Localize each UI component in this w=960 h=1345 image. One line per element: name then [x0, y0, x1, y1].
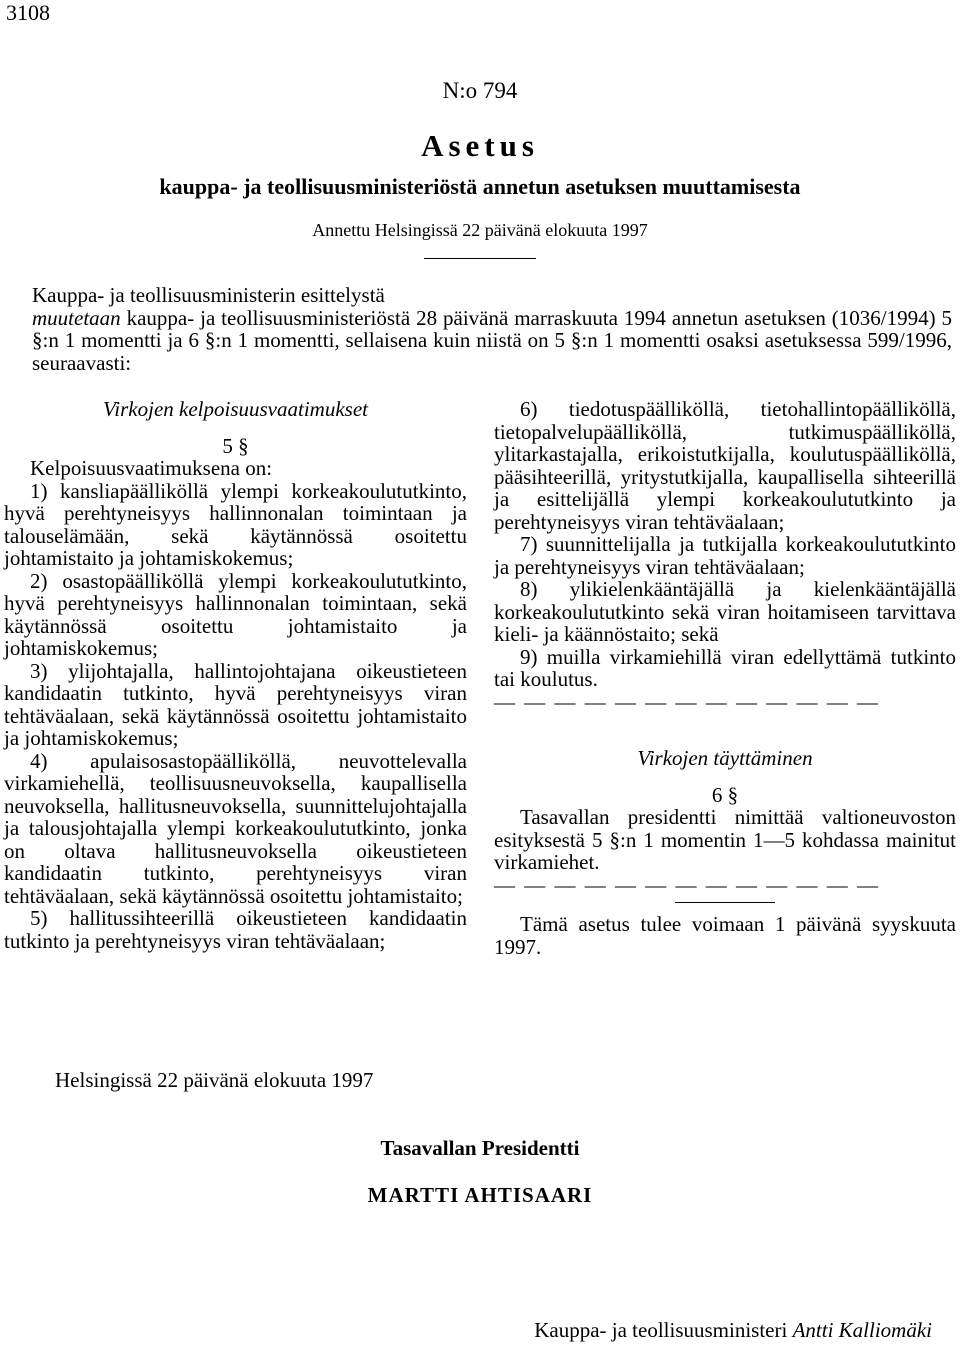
- divider: [675, 902, 775, 903]
- effective-date-text: Tämä asetus tulee voimaan 1 päivänä syyskuuta 1997.: [494, 912, 956, 959]
- place-date: Helsingissä 22 päivänä elokuuta 1997: [55, 1068, 374, 1092]
- page-number: 3108: [6, 0, 50, 25]
- minister-signature: [534, 1318, 932, 1343]
- section-intro: Kelpoisuusvaatimuksena on:: [30, 456, 273, 480]
- document-type: Asetus: [421, 128, 539, 163]
- preamble-presenter: Kauppa- ja teollisuusministerin esittelystä: [32, 283, 385, 307]
- preamble: [32, 284, 952, 374]
- preamble-body: kauppa- ja teollisuusministeriöstä 28 päivänä marraskuuta 1994 annetun asetuksen (1036/1994) 5 §:n 1 momentti ja 6 §:n 1 momentti, sellaisena kuin niistä on 5 §:n 1 momentti osaksi asetuksessa 599/1996, seuraavasti:: [32, 305, 952, 375]
- list-item: 2) osastopäälliköllä ylempi korkeakoulututkinto, hyvä perehtyneisyys hallinnonalan toimintaan, sekä käytännössä osoitettu johtamistaito ja johtamiskokemus;: [4, 568, 467, 660]
- minister-title: Kauppa- ja teollisuusministeri: [534, 1318, 788, 1342]
- list-item: 1) kansliapäälliköllä ylempi korkeakoulututkinto, hyvä perehtyneisyys hallinnonalan toimintaan ja talouselämään, sekä käytännössä osoitettu johtamistaito ja johtamiskokemus;: [4, 478, 467, 570]
- preamble-text: [32, 307, 952, 375]
- section-number-6: 6 §: [711, 782, 739, 807]
- section-number-5: 5 §: [222, 433, 249, 458]
- omission-dashes: — — — — — — — — — — — — —: [494, 689, 880, 714]
- list-item: 3) ylijohtajalla, hallintojohtajana oikeustieteen kandidaatin tutkinto, hyvä perehtyneisyys viran tehtäväalaan, sekä käytännössä osoitettu johtamistaito ja johtamiskokemus;: [4, 658, 467, 750]
- list-item: 4) apulaisosastopäälliköllä, neuvottelevalla virkamiehellä, teollisuusneuvoksella, kaupallisella neuvoksella, hallitusneuvoksella, suunnittelujohtajalla ja talousjohtajalla ylempi korkeakoulututkinto, jonka on oltava hallitusneuvoksella oikeustieteen kandidaatin tutkinto, perehtyneisyys viran tehtäväalaan, sekä käytännössä osoitettu johtamistaito;: [4, 748, 467, 908]
- section-6-text: Tasavallan presidentti nimittää valtioneuvoston esityksestä 5 §:n 1 momentin 1—5 kohdassa mainitut virkamiehet.: [494, 805, 956, 874]
- section-heading-qualifications: Virkojen kelpoisuusvaatimukset: [103, 397, 368, 421]
- issued-line: Annettu Helsingissä 22 päivänä elokuuta 1997: [312, 220, 648, 240]
- list-item: 5) hallitussihteerillä oikeustieteen kandidaatin tutkinto ja perehtyneisyys viran tehtäväalaan;: [4, 906, 467, 953]
- divider: [424, 258, 536, 259]
- section-heading-filling: Virkojen täyttäminen: [637, 746, 813, 770]
- list-item: 6) tiedotuspäälliköllä, tietohallintopäälliköllä, tietopalvelupäälliköllä, tutkimuspäälliköllä, ylitarkastajalla, erikoistutkijalla, koulutuspäälliköllä, pääsihteerillä, yritystutkijalla, kaupallisella sihteerillä ja esittelijällä ylempi korkeakoulututkinto ja perehtyneisyys viran tehtäväalaan;: [494, 397, 956, 534]
- president-name: MARTTI AHTISAARI: [367, 1183, 593, 1207]
- document-title: kauppa- ja teollisuusministeriöstä annetun asetuksen muuttamisesta: [159, 174, 801, 199]
- right-column: [494, 398, 956, 958]
- list-item: 9) muilla virkamiehillä viran edellyttämä tutkinto tai koulutus.: [494, 644, 956, 691]
- left-column: [4, 398, 467, 952]
- document-number: N:o 794: [442, 78, 518, 103]
- omission-dashes: — — — — — — — — — — — — —: [494, 872, 880, 897]
- minister-name: Antti Kalliomäki: [792, 1318, 932, 1342]
- preamble-verb: muutetaan: [32, 305, 121, 330]
- list-item: 7) suunnittelijalla ja tutkijalla korkeakoulututkinto ja perehtyneisyys viran tehtäväalaan;: [494, 532, 956, 579]
- list-item: 8) ylikielenkääntäjällä ja kielenkääntäjällä korkeakoulututkinto sekä viran hoitamiseen tarvittava kieli- ja käännöstaito; sekä: [494, 577, 956, 646]
- president-title: Tasavallan Presidentti: [380, 1136, 580, 1160]
